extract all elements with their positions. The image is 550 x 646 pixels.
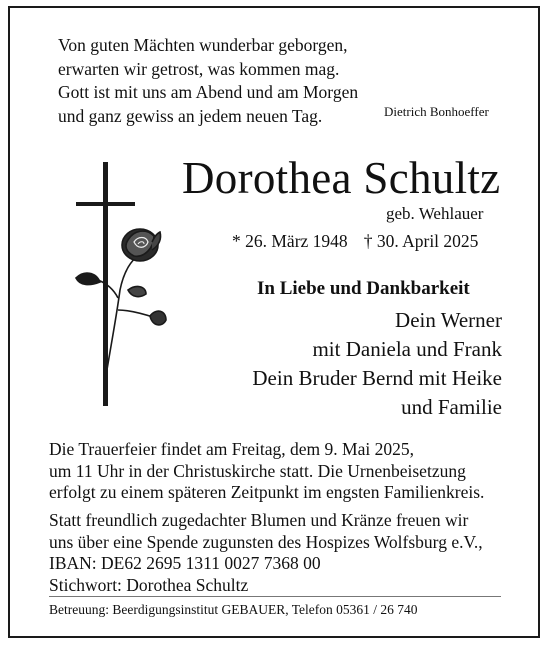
mourner-line: und Familie	[401, 395, 502, 419]
donation-line: uns über eine Spende zugunsten des Hospizes Wolfsburg e.V.,	[49, 531, 483, 552]
divider	[49, 596, 501, 597]
rose-icon	[76, 229, 166, 388]
life-dates	[232, 231, 478, 252]
birth-date: * 26. März 1948	[232, 231, 348, 251]
donation-notice	[49, 510, 483, 596]
deceased-name: Dorothea Schultz	[182, 153, 501, 203]
poem-line: erwarten wir getrost, was kommen mag.	[58, 58, 340, 79]
funeral-line: Die Trauerfeier findet am Freitag, dem 9. Mai 2025,	[49, 439, 414, 459]
mourner-line: Dein Werner	[395, 308, 502, 332]
mourners-list	[252, 306, 502, 422]
keyword-line: Stichwort: Dorothea Schultz	[49, 574, 249, 595]
poem	[58, 34, 358, 128]
mourner-line: Dein Bruder Bernd mit Heike	[252, 366, 502, 390]
funeral-home-footer: Betreuung: Beerdigungsinstitut GEBAUER, Telefon 05361 / 26 740	[49, 602, 418, 617]
iban-line: IBAN: DE62 2695 1311 0027 7368 00	[49, 553, 321, 573]
poem-line: Gott ist mit uns am Abend und am Morgen	[58, 82, 359, 102]
mourners-title: In Liebe und Dankbarkeit	[257, 278, 470, 299]
poem-line: Von guten Mächten wunderbar geborgen,	[58, 35, 348, 55]
funeral-line: erfolgt zu einem späteren Zeitpunkt im engsten Familienkreis.	[49, 482, 485, 502]
funeral-notice	[49, 439, 484, 504]
maiden-name: geb. Wehlauer	[386, 204, 484, 223]
poem-author: Dietrich Bonhoeffer	[384, 104, 489, 119]
funeral-line: um 11 Uhr in der Christuskirche statt. Die Urnenbeisetzung	[49, 460, 466, 481]
cross-rose-emblem	[58, 160, 176, 406]
death-date: † 30. April 2025	[363, 231, 479, 251]
mourner-line: mit Daniela und Frank	[312, 337, 502, 361]
poem-line: und ganz gewiss an jedem neuen Tag.	[58, 105, 323, 126]
donation-line: Statt freundlich zugedachter Blumen und Kränze freuen wir	[49, 510, 469, 530]
